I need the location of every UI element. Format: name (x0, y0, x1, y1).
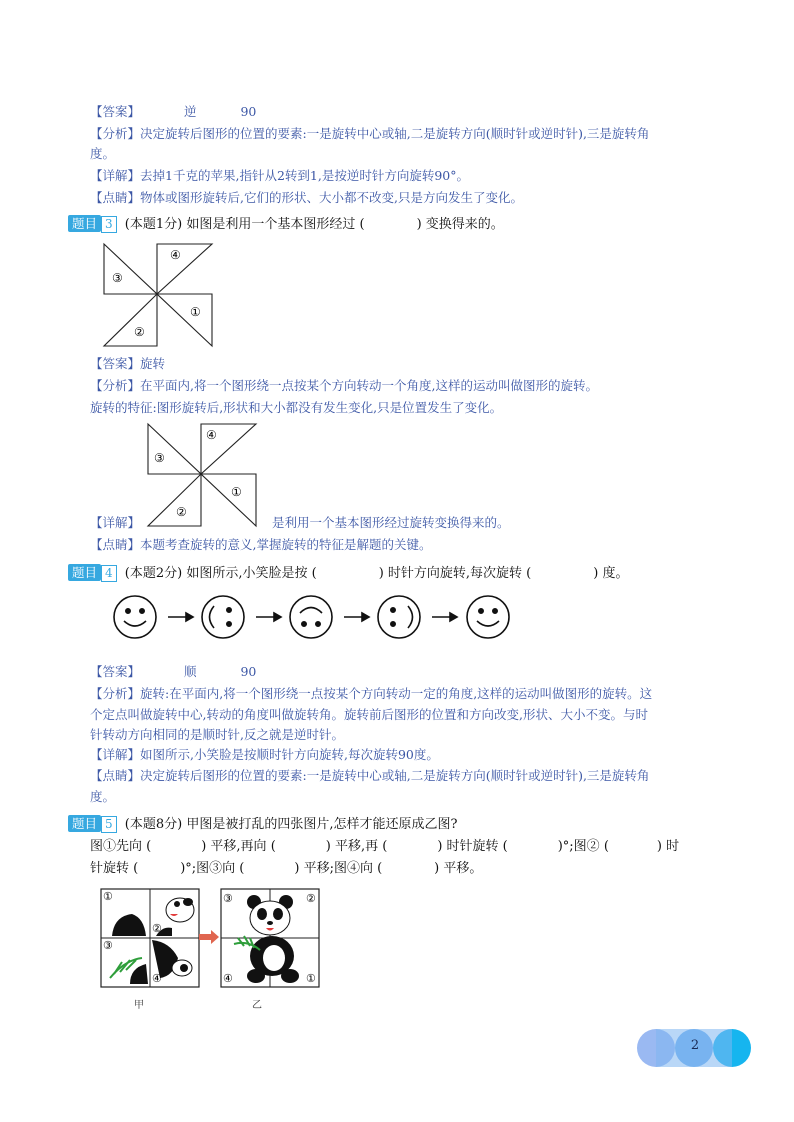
q3-analysis (90, 378, 598, 394)
q3-detail: 是利用一个基本图形经过旋转变换得来的。 (272, 515, 510, 530)
detail-label: 【详解】 (90, 168, 141, 183)
caption-jia: 甲 (134, 1000, 144, 1011)
analysis-text: 在平面内,将一个图形绕一点按某个方向转动一个角度,这样的运动叫做图形的旋转。 (140, 378, 598, 393)
q4-analysis (90, 686, 652, 702)
smiley-rotation-sequence (108, 593, 518, 643)
q4-analysis-b: 个定点叫做旋转中心,转动的角度叫做旋转角。旋转前后图形的位置和方向改变,形状、大小不变。与时 (90, 707, 648, 722)
point-text: 决定旋转后图形的位置的要素:一是旋转中心或轴,二是旋转方向(顺时针或逆时针),三是旋转角 (140, 768, 650, 783)
detail-line-1 (90, 168, 469, 184)
analysis-label: 【分析】 (90, 126, 141, 141)
answer-value-1: 顺 (183, 664, 197, 679)
q5-text: ) 时 (656, 839, 680, 854)
question-5-line-3 (90, 860, 482, 878)
analysis-text: 旋转:在平面内,将一个图形绕一点按某个方向转动一定的角度,这样的运动叫做图形的旋转。这 (140, 686, 653, 701)
question-text-end: ) 度。 (593, 566, 629, 581)
q4-detail (90, 747, 439, 763)
q5-text: ) 平移,再 ( (325, 839, 388, 854)
fig-label-4: ④ (170, 248, 181, 262)
fig-label-3: ③ (223, 892, 233, 905)
smiley-face-2 (202, 596, 244, 638)
fig-label-3: ③ (103, 939, 113, 952)
answer-value-1: 逆 (183, 104, 197, 119)
fig-label-4: ④ (152, 972, 162, 985)
smiley-face-5 (467, 596, 509, 638)
answer-label: 【答案】 (90, 104, 141, 119)
smiley-face-4 (378, 596, 420, 638)
question-tag: 题目 (68, 815, 101, 832)
pinwheel-figure-answer (144, 420, 259, 530)
point-label: 【点睛】 (90, 190, 141, 205)
q5-text: ) 平移。 (434, 861, 483, 876)
analysis-line-1 (90, 126, 649, 142)
question-tag: 题目 (68, 564, 101, 581)
page-number: 2 (690, 1038, 700, 1053)
question-text-mid: ) 时针方向旋转,每次旋转 ( (378, 566, 532, 581)
question-number: 3 (101, 216, 117, 233)
point-line-1 (90, 190, 523, 206)
analysis-line-1b: 度。 (90, 146, 116, 161)
q5-text: ) 平移,再向 ( (201, 839, 276, 854)
q3-analysis-b: 旋转的特征:图形旋转后,形状和大小都没有发生变化,只是位置发生了变化。 (90, 400, 503, 415)
fig-label-2: ② (306, 892, 316, 905)
question-4 (68, 564, 628, 583)
answer-value-2: 90 (240, 664, 257, 679)
q3-answer (90, 356, 165, 372)
fig-label-1: ① (231, 485, 242, 499)
q5-text: ) 时针旋转 ( (437, 839, 508, 854)
q5-text: 针旋转 ( (90, 861, 139, 876)
question-text: (本题8分) 甲图是被打乱的四张图片,怎样才能还原成乙图? (124, 817, 458, 832)
answer-label: 【答案】 (90, 356, 141, 371)
point-text: 本题考查旋转的意义,掌握旋转的特征是解题的关键。 (140, 537, 432, 552)
arrow-right-icon (198, 930, 220, 944)
question-number: 5 (101, 816, 117, 833)
panda-restored-figure (220, 888, 320, 988)
analysis-text: 决定旋转后图形的位置的要素:一是旋转中心或轴,二是旋转方向(顺时针或逆时针),三是旋转角 (140, 126, 650, 141)
question-text-end: ) 变换得来的。 (416, 217, 504, 232)
answer-label: 【答案】 (90, 664, 141, 679)
analysis-label: 【分析】 (90, 378, 141, 393)
pinwheel-figure (100, 240, 215, 350)
fig-label-1: ① (190, 305, 201, 319)
smiley-face-3 (290, 596, 332, 638)
fig-label-3: ③ (154, 451, 165, 465)
q5-text: )°;图② ( (557, 839, 609, 854)
fig-label-4: ④ (206, 428, 217, 442)
question-text: (本题1分) 如图是利用一个基本图形经过 ( (124, 217, 365, 232)
detail-label: 【详解】 (90, 747, 141, 762)
answer-value-2: 90 (240, 104, 257, 119)
fig-label-2: ② (176, 505, 187, 519)
q4-answer (90, 664, 256, 680)
point-label: 【点睛】 (90, 537, 141, 552)
fig-label-2: ② (152, 922, 162, 935)
q5-text: ) 平移;图④向 ( (294, 861, 383, 876)
fig-label-3: ③ (112, 271, 123, 285)
point-label: 【点睛】 (90, 768, 141, 783)
question-3 (68, 215, 504, 234)
question-number: 4 (101, 565, 117, 582)
answer-line-1 (90, 104, 256, 120)
detail-text: 如图所示,小笑脸是按顺时针方向旋转,每次旋转90度。 (140, 747, 439, 762)
question-5 (68, 815, 457, 834)
panda-scrambled-figure (100, 888, 200, 988)
q3-detail-label: 【详解】 (90, 515, 141, 530)
q3-point (90, 537, 432, 553)
q5-text: 图①先向 ( (90, 839, 152, 854)
fig-label-1: ① (306, 972, 316, 985)
point-text: 物体或图形旋转后,它们的形状、大小都不改变,只是方向发生了变化。 (140, 190, 523, 205)
q4-point-b: 度。 (90, 789, 116, 804)
q5-text: )°;图③向 ( (180, 861, 245, 876)
fig-label-1: ① (103, 890, 113, 903)
question-tag: 题目 (68, 215, 101, 232)
q4-analysis-c: 针转动方向相同的是顺时针,反之就是逆时针。 (90, 727, 344, 742)
question-5-line-2 (90, 838, 679, 856)
smiley-face-1 (114, 596, 156, 638)
fig-label-4: ④ (223, 972, 233, 985)
question-text: (本题2分) 如图所示,小笑脸是按 ( (124, 566, 317, 581)
analysis-label: 【分析】 (90, 686, 141, 701)
detail-text: 去掉1千克的苹果,指针从2转到1,是按逆时针方向旋转90°。 (140, 168, 469, 183)
caption-yi: 乙 (252, 1000, 262, 1011)
answer-value: 旋转 (140, 356, 166, 371)
fig-label-2: ② (134, 325, 145, 339)
q4-point (90, 768, 649, 784)
